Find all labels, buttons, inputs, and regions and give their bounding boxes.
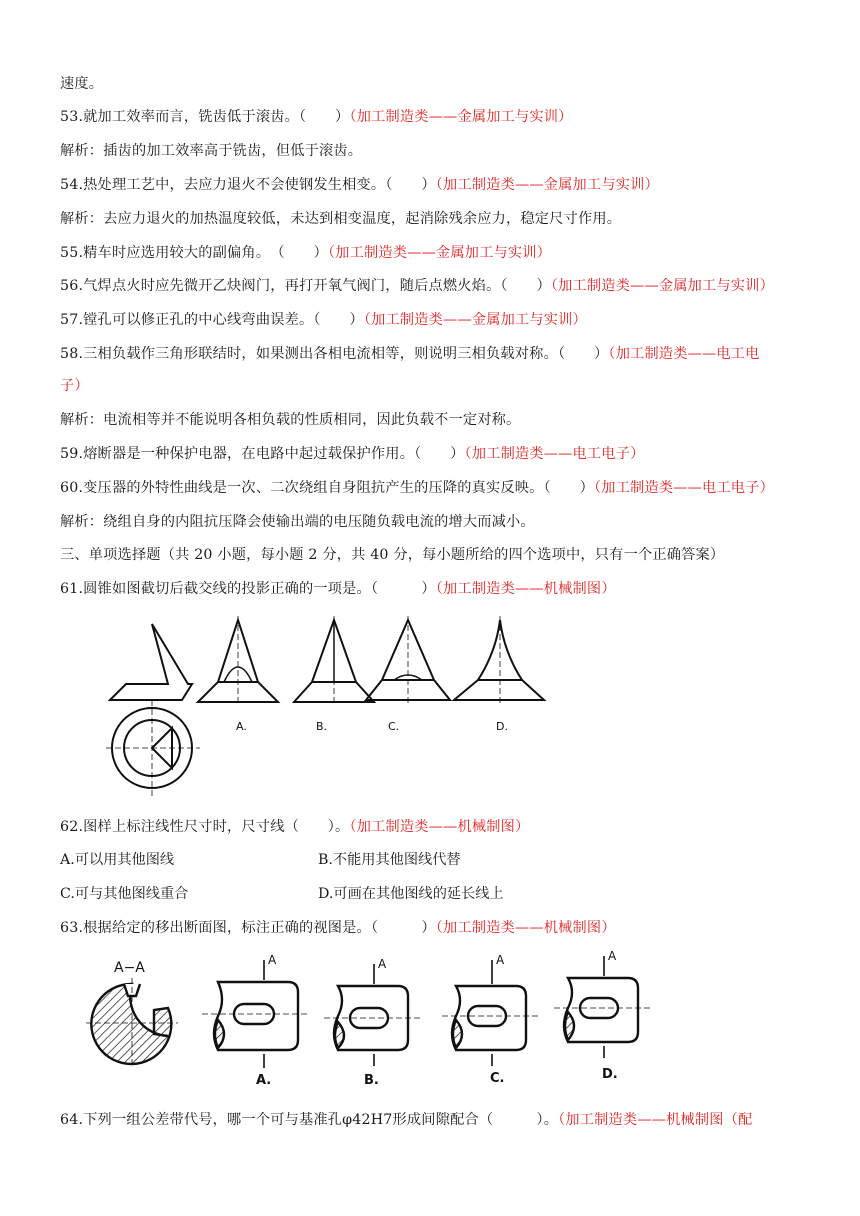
question-57: 57.镗孔可以修正孔的中心线弯曲误差。（ ）（加工制造类——金属加工与实训） [60, 312, 587, 328]
option-d: D.可画在其他图线的延长线上 [318, 886, 504, 902]
category-tag: （加工制造类——电工电 [608, 346, 760, 362]
category-tag: （加工制造类——机械制图（配 [558, 1112, 753, 1128]
option-a-drawing [198, 616, 278, 706]
option-a: A.可以用其他图线 [60, 852, 175, 868]
question-55: 55.精车时应选用较大的副偏角。 （ ）（加工制造类——金属加工与实训） [60, 245, 552, 261]
text-line: 速度。 [60, 76, 104, 92]
question-64: 64.下列一组公差带代号，哪一个可与基准孔φ42H7形成间隙配合（ ）。（加工制造类——机械制图（配 [60, 1112, 753, 1128]
section-heading: 三、单项选择题（共 20 小题，每小题 2 分，共 40 分，每小题所给的四个选项中，只有一个正确答案） [60, 547, 725, 563]
question-63: 63.根据给定的移出断面图，标注正确的视图是。（ ）（加工制造类——机械制图） [60, 920, 616, 936]
option-c-drawing [366, 616, 450, 704]
cut-mark: A [268, 953, 277, 967]
cut-mark: A [496, 953, 505, 967]
option-b-label: B. [364, 1073, 379, 1088]
category-tag: （加工制造类——机械制图） [435, 920, 616, 936]
option-b: B.不能用其他图线代替 [318, 852, 461, 868]
category-tag: （加工制造类——金属加工与实训） [435, 177, 659, 193]
question-61: 61.圆锥如图截切后截交线的投影正确的一项是。（ ）（加工制造类——机械制图） [60, 581, 616, 597]
cut-mark: A [378, 957, 387, 971]
section-label: A−A [114, 960, 145, 976]
option-c-view [442, 960, 538, 1066]
option-c: C.可与其他图线重合 [60, 886, 189, 902]
option-b-view [324, 964, 420, 1066]
category-tag: （加工制造类——机械制图） [349, 819, 530, 835]
category-tag: （加工制造类——金属加工与实训） [327, 245, 552, 261]
option-a-view [202, 960, 310, 1068]
question-58-continued [60, 376, 805, 396]
option-b-label: B. [316, 720, 328, 733]
category-tag: （加工制造类——电工电子） [464, 446, 645, 462]
category-tag: （加工制造类——金属加工与实训） [363, 312, 587, 328]
category-tag: （加工制造类——金属加工与实训） [550, 278, 774, 294]
option-d-label: D. [496, 720, 508, 733]
question-53: 53.就加工效率而言，铣齿低于滚齿。（ ）（加工制造类——金属加工与实训） [60, 109, 573, 125]
category-tag: （加工制造类——电工电子） [594, 480, 774, 496]
option-c-label: C. [490, 1071, 505, 1086]
section-a-a-drawing [86, 978, 178, 1068]
option-b-drawing [294, 616, 374, 706]
analysis-line: 解析：去应力退火的加热温度较低，未达到相变温度，起消除残余应力，稳定尺寸作用。 [60, 211, 622, 227]
category-tag: （加工制造类——金属加工与实训） [349, 109, 573, 125]
option-c-label: C. [388, 720, 400, 733]
cut-mark: A [608, 950, 617, 963]
option-a-label: A. [236, 720, 247, 733]
category-tag: 子） [60, 378, 89, 394]
analysis-line: 解析：电流相等并不能说明各相负载的性质相同，因此负载不一定对称。 [60, 412, 521, 428]
analysis-line: 解析：插齿的加工效率高于铣齿，但低于滚齿。 [60, 143, 363, 159]
question-59: 59.熔断器是一种保护电器，在电路中起过载保护作用。（ ）（加工制造类——电工电子） [60, 446, 645, 462]
given-front-view [110, 624, 192, 700]
option-d-view [554, 956, 650, 1058]
question-56: 56.气焊点火时应先微开乙炔阀门，再打开氧气阀门，随后点燃火焰。（ ）（加工制造类——金属加工与实训） [60, 278, 774, 294]
question-62: 62.图样上标注线性尺寸时，尺寸线（ ）。（加工制造类——机械制图） [60, 819, 530, 835]
analysis-line: 解析：绕组自身的内阻抗压降会使输出端的电压随负载电流的增大而减小。 [60, 514, 535, 530]
category-tag: （加工制造类——机械制图） [435, 581, 616, 597]
figure-61-cone-sections [98, 612, 558, 800]
question-60: 60.变压器的外特性曲线是一次、二次绕组自身阻抗产生的压降的真实反映。（ ）（加工制造类——电工电子） [60, 480, 774, 496]
question-54: 54.热处理工艺中，去应力退火不会使钢发生相变。（ ）（加工制造类——金属加工与实训） [60, 177, 659, 193]
option-a-label: A. [256, 1073, 272, 1088]
option-d-label: D. [602, 1067, 618, 1082]
question-58: 58.三相负载作三角形联结时，如果测出各相电流相等，则说明三相负载对称。（ ）（加工制造类——电工电 [60, 346, 760, 362]
figure-63-section-views [84, 950, 654, 1090]
option-d-drawing [454, 616, 544, 704]
